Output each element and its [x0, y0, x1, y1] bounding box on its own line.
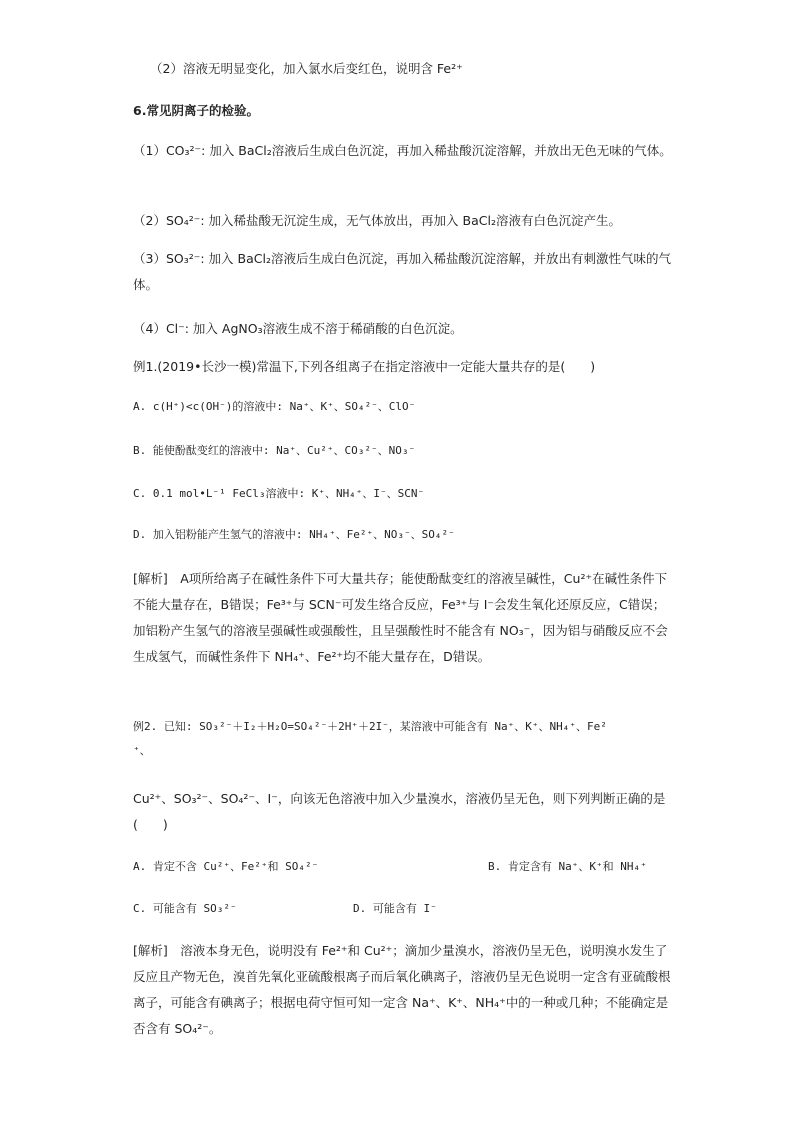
section-title: 6.常见阴离子的检验。 [133, 103, 259, 118]
example2-option-b: B. 肯定含有 Na⁺、K⁺和 NH₄⁺ [488, 860, 647, 873]
anion-test-sulfate: （2）SO₄²⁻: 加入稀盐酸无沉淀生成，无气体放出，再加入 BaCl₂溶液有白色沉淀产生。 [133, 213, 621, 228]
example1-question: 例1.(2019•长沙一模)常温下,下列各组离子在指定溶液中一定能大量共存的是( ) [133, 359, 596, 374]
example2-question-line2: ⁺、 [133, 744, 151, 757]
example1-option-c: C. 0.1 mol•L⁻¹ FeCl₃溶液中: K⁺、NH₄⁺、I⁻、SCN⁻ [133, 487, 425, 500]
example1-option-d: D. 加入铝粉能产生氢气的溶液中: NH₄⁺、Fe²⁺、NO₃⁻、SO₄²⁻ [133, 528, 455, 541]
example2-option-c: C. 可能含有 SO₃²⁻ [133, 902, 237, 915]
example2-options-cd [133, 900, 673, 918]
example2-analysis: [解析] 溶液本身无色，说明没有 Fe²⁺和 Cu²⁺；滴加少量溴水，溶液仍呈无色，说明溴水发生了反应且产物无色，溴首先氧化亚硫酸根离子而后氧化碘离子，溶液仍呈无色说明一定含有亚硫酸根离子，可能含有碘离子；根据电荷守恒可知一定含 Na⁺、K⁺、NH₄⁺中的一种或几种；不能确定是否含有 SO₄²⁻。 [133, 943, 671, 1036]
example2-question-rest: Cu²⁺、SO₃²⁻、SO₄²⁻、I⁻，向该无色溶液中加入少量溴水，溶液仍呈无色，则下列判断正确的是( ) [133, 791, 666, 832]
example1-option-b: B. 能使酚酞变红的溶液中: Na⁺、Cu²⁺、CO₃²⁻、NO₃⁻ [133, 444, 416, 457]
example2-question-line1: 例2. 已知: SO₃²⁻＋I₂＋H₂O=SO₄²⁻＋2H⁺＋2I⁻，某溶液中可能含有 Na⁺、K⁺、NH₄⁺、Fe² [133, 720, 607, 733]
fe2-test-item: （2）溶液无明显变化，加入氯水后变红色，说明含 Fe²⁺ [150, 61, 463, 76]
example2-option-d: D. 可能含有 I⁻ [353, 902, 437, 915]
example2-options-ab [133, 858, 673, 876]
anion-test-sulfite: （3）SO₃²⁻: 加入 BaCl₂溶液后生成白色沉淀，再加入稀盐酸沉淀溶解，并放出有刺激性气味的气体。 [133, 251, 671, 292]
anion-test-carbonate: （1）CO₃²⁻: 加入 BaCl₂溶液后生成白色沉淀，再加入稀盐酸沉淀溶解，并放出无色无味的气体。 [133, 143, 672, 158]
example1-option-a: A. c(H⁺)<c(OH⁻)的溶液中: Na⁺、K⁺、SO₄²⁻、ClO⁻ [133, 400, 416, 413]
example1-analysis: [解析] A项所给离子在碱性条件下可大量共存；能使酚酞变红的溶液呈碱性，Cu²⁺在碱性条件下不能大量存在，B错误；Fe³⁺与 SCN⁻可发生络合反应，Fe³⁺与 I⁻会发生氧化还原反应，C错误；加铝粉产生氢气的溶液呈强碱性或强酸性，且呈强酸性时不能含有 NO₃⁻，因为铝与硝酸反应不会生成氢气，而碱性条件下 NH₄⁺、Fe²⁺均不能大量存在，D错误。 [133, 571, 668, 664]
example2-option-a: A. 肯定不含 Cu²⁺、Fe²⁺和 SO₄²⁻ [133, 860, 319, 873]
anion-test-chloride: （4）Cl⁻: 加入 AgNO₃溶液生成不溶于稀硝酸的白色沉淀。 [133, 321, 463, 336]
